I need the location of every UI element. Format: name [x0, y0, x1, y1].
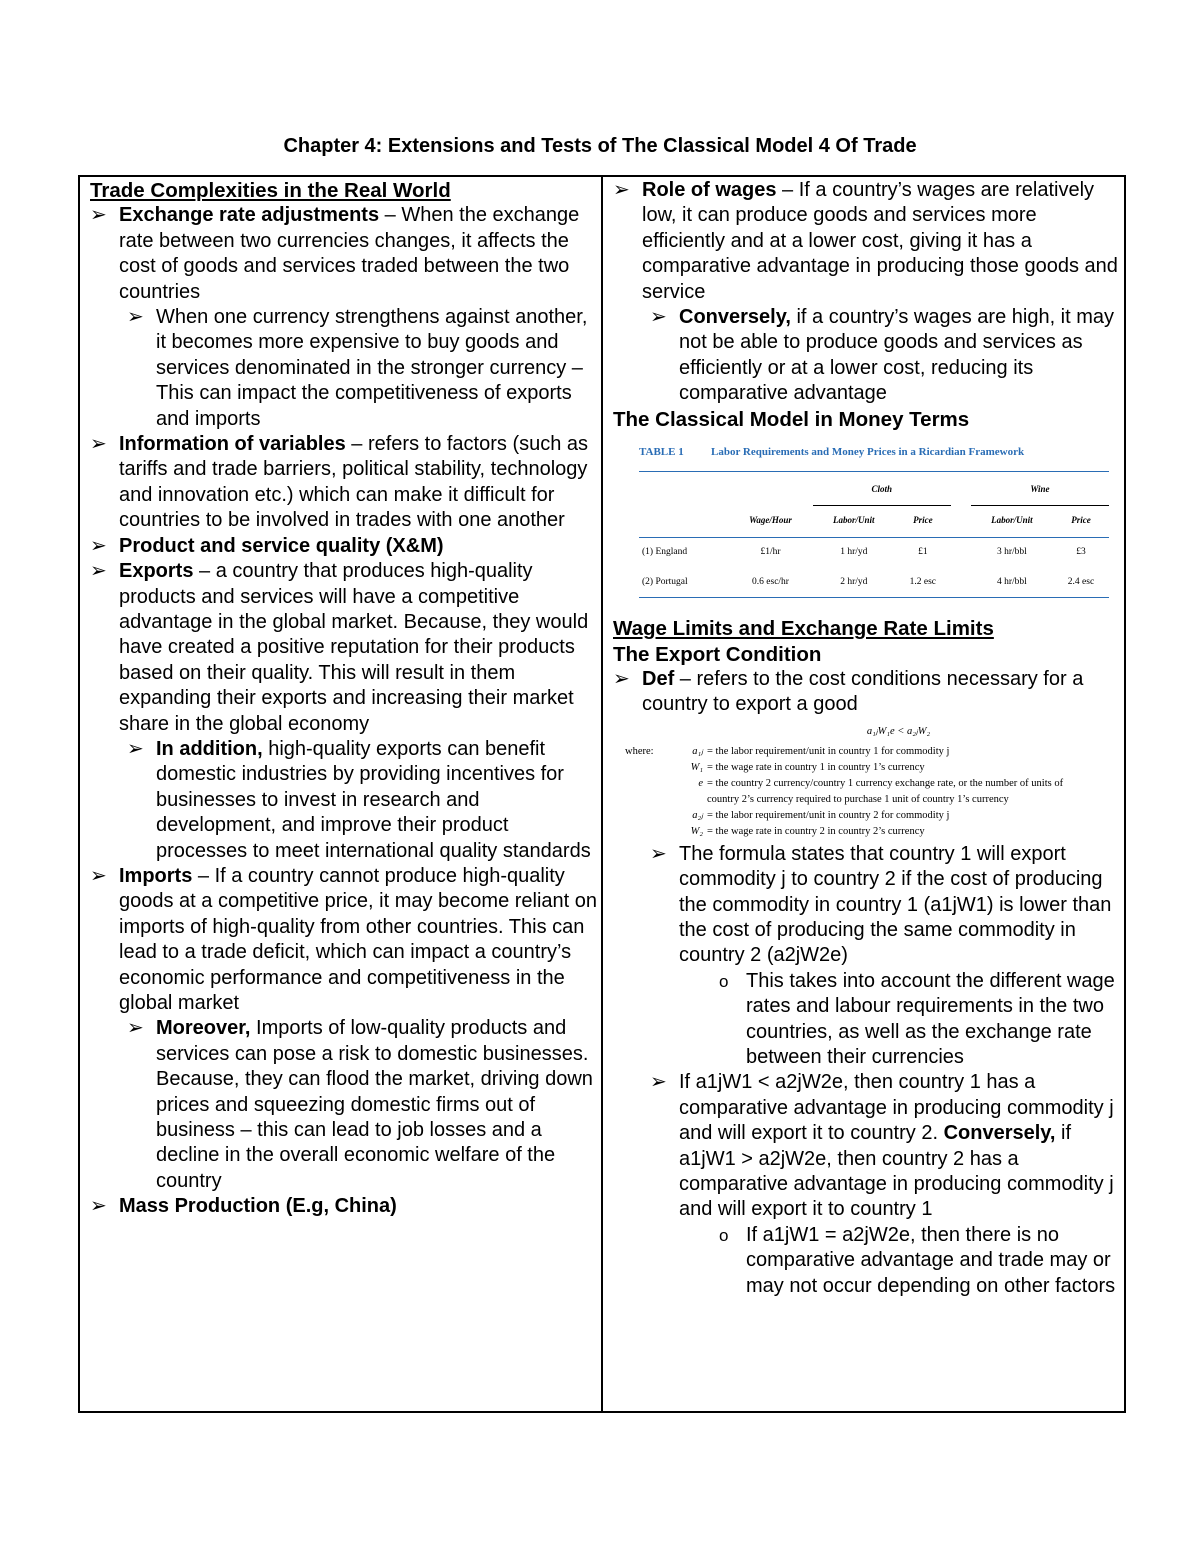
- left-column: [80, 177, 603, 1411]
- sub-bullet-comparative-condition: ➢ If a1jW1 < a2jW2e, then country 1 has a comparative advantage in producing commodity j and will export it to country 2. Conversely, if a1jW1 > a2jW2e, then country 2 has a comparative advantage in producing commodity j and will export it to country 1: [650, 1071, 1114, 1221]
- labor-price-table: [639, 472, 1109, 598]
- table-row: (1) England £1/hr 1 hr/yd £1 3 hr/bbl £3: [642, 547, 1086, 558]
- arrow-bullet-icon: ➢: [613, 179, 630, 201]
- table-caption: TABLE 1 Labor Requirements and Money Prices in a Ricardian Framework: [639, 446, 1025, 459]
- table-header-row: [639, 505, 1109, 537]
- arrow-bullet-icon: ➢: [650, 306, 667, 329]
- formula-main: a₁ⱼW₁e < a₂ⱼW₂: [866, 725, 931, 737]
- bullet-exports: ➢ Exports – a country that produces high-quality products and services will have a competitive advantage in the global market. Because, they would have created a positive reputation for their products based on their quality. This will result in them expanding their exports and increasing their market share in the global economy: [90, 560, 589, 735]
- circle-bullet-icon: o: [719, 971, 729, 991]
- arrow-bullet-icon: ➢: [90, 560, 107, 583]
- circle-bullet-icon: o: [719, 1225, 729, 1245]
- arrow-bullet-icon: ➢: [90, 864, 107, 887]
- notes-table: [78, 175, 1126, 1413]
- sub-bullet-imports-moreover: ➢ Moreover, Imports of low-quality products and services can pose a risk to domestic businesses. Because, they can flood the market, driving down prices and squeezing domestic firms out of business – this can lead to job losses and a decline in the overall economic welfare of the country: [127, 1017, 593, 1192]
- circle-bullet-no-advantage: o If a1jW1 = a2jW2e, then there is no comparative advantage and trade may or may not occur depending on other factors: [719, 1223, 1116, 1297]
- col-wage-hour: Wage/Hour: [728, 505, 812, 537]
- group-cloth: Cloth: [813, 472, 951, 505]
- table-row: (2) Portugal 0.6 esc/hr 2 hr/yd 1.2 esc 4 hr/bbl 2.4 esc: [639, 568, 1109, 598]
- table-group-row: [639, 472, 1109, 505]
- col-cloth-price: Price: [895, 505, 951, 537]
- col-cloth-labor: Labor/Unit: [813, 505, 895, 537]
- formula-def-row: e = the country 2 currency/country 1 currency exchange rate, or the number of units of country 2’s currency required to purchase 1 unit of country 1’s currency: [698, 777, 1064, 805]
- formula-def-row: a₂ⱼ = the labor requirement/unit in country 2 for commodity j: [692, 809, 950, 821]
- ricardian-table-figure: [639, 440, 1109, 598]
- col-wine-labor: Labor/Unit: [971, 505, 1053, 537]
- bullet-role-of-wages: ➢ Role of wages – If a country’s wages are relatively low, it can produce goods and services more efficiently and at a lower cost, giving it has a comparative advantage in producing those goods and service: [613, 179, 1118, 303]
- bullet-information-variables: ➢ Information of variables – refers to factors (such as tariffs and trade barriers, political stability, technology and innovation etc.) which can make it difficult for countries to be involved in trades with one another: [90, 433, 589, 532]
- arrow-bullet-icon: ➢: [90, 204, 107, 227]
- sub-bullet-exports-addition: ➢ In addition, high-quality exports can benefit domestic industries by providing incentives for businesses to invest in research and development, and improve their product processes to meet international quality standards: [127, 737, 591, 862]
- formula-def-row: where: a₁ⱼ = the labor requirement/unit in country 1 for commodity j: [625, 745, 950, 757]
- section-heading-trade-complexities: Trade Complexities in the Real World: [90, 179, 451, 202]
- right-column: [603, 177, 1124, 1411]
- arrow-bullet-icon: ➢: [90, 433, 107, 456]
- arrow-bullet-icon: ➢: [650, 842, 667, 865]
- sub-bullet-formula-states: ➢ The formula states that country 1 will export commodity j to country 2 if the cost of producing the commodity in country 1 (a1jW1) is lower than the cost of producing the same commodity in country 2 (a2jW2e): [650, 842, 1112, 967]
- group-wine: Wine: [971, 472, 1109, 505]
- arrow-bullet-icon: ➢: [90, 1195, 107, 1218]
- bullet-mass-production: ➢ Mass Production (E.g, China): [90, 1194, 601, 1219]
- bullet-definition: ➢ Def – refers to the cost conditions necessary for a country to export a good: [613, 667, 1084, 716]
- sub-bullet-currency-strength: ➢ When one currency strengthens against another, it becomes more expensive to buy goods and services denominated in the stronger currency – This can impact the competitiveness of exports and imports: [127, 306, 588, 430]
- arrow-bullet-icon: ➢: [613, 667, 630, 690]
- section-heading-wage-limits: Wage Limits and Exchange Rate Limits: [613, 617, 994, 641]
- formula-def-row: W₂ = the wage rate in country 2 in country 2’s currency: [690, 825, 925, 837]
- arrow-bullet-icon: ➢: [127, 306, 144, 329]
- arrow-bullet-icon: ➢: [127, 1017, 144, 1040]
- section-heading-export-condition: The Export Condition: [613, 642, 822, 666]
- section-heading-money-terms: The Classical Model in Money Terms: [613, 407, 970, 431]
- arrow-bullet-icon: ➢: [127, 737, 144, 760]
- bullet-exchange-rate: ➢ Exchange rate adjustments – When the exchange rate between two currencies changes, it affects the cost of goods and services traded between the two countries: [90, 204, 580, 303]
- col-wine-price: Price: [1053, 505, 1109, 537]
- sub-bullet-wages-conversely: ➢ Conversely, if a country’s wages are high, it may not be able to produce goods and services as efficiently or at a lower cost, reducing its comparative advantage: [650, 306, 1115, 405]
- circle-bullet-wage-rates: o This takes into account the different wage rates and labour requirements in the two countries, as well as the exchange rate between their currencies: [719, 969, 1115, 1068]
- bullet-product-quality: ➢ Product and service quality (X&M): [90, 534, 601, 559]
- formula-def-row: W₁ = the wage rate in country 1 in country 1’s currency: [690, 761, 925, 773]
- page-title: Chapter 4: Extensions and Tests of The Classical Model 4 Of Trade: [283, 135, 917, 157]
- export-condition-formula: [613, 724, 1124, 840]
- bullet-imports: ➢ Imports – If a country cannot produce high-quality goods at a competitive price, it may become reliant on imports of high-quality from other countries. This can lead to a trade deficit, which can impact a country’s economic performance and competitiveness in the global market: [90, 864, 598, 1014]
- arrow-bullet-icon: ➢: [650, 1071, 667, 1094]
- arrow-bullet-icon: ➢: [90, 534, 107, 557]
